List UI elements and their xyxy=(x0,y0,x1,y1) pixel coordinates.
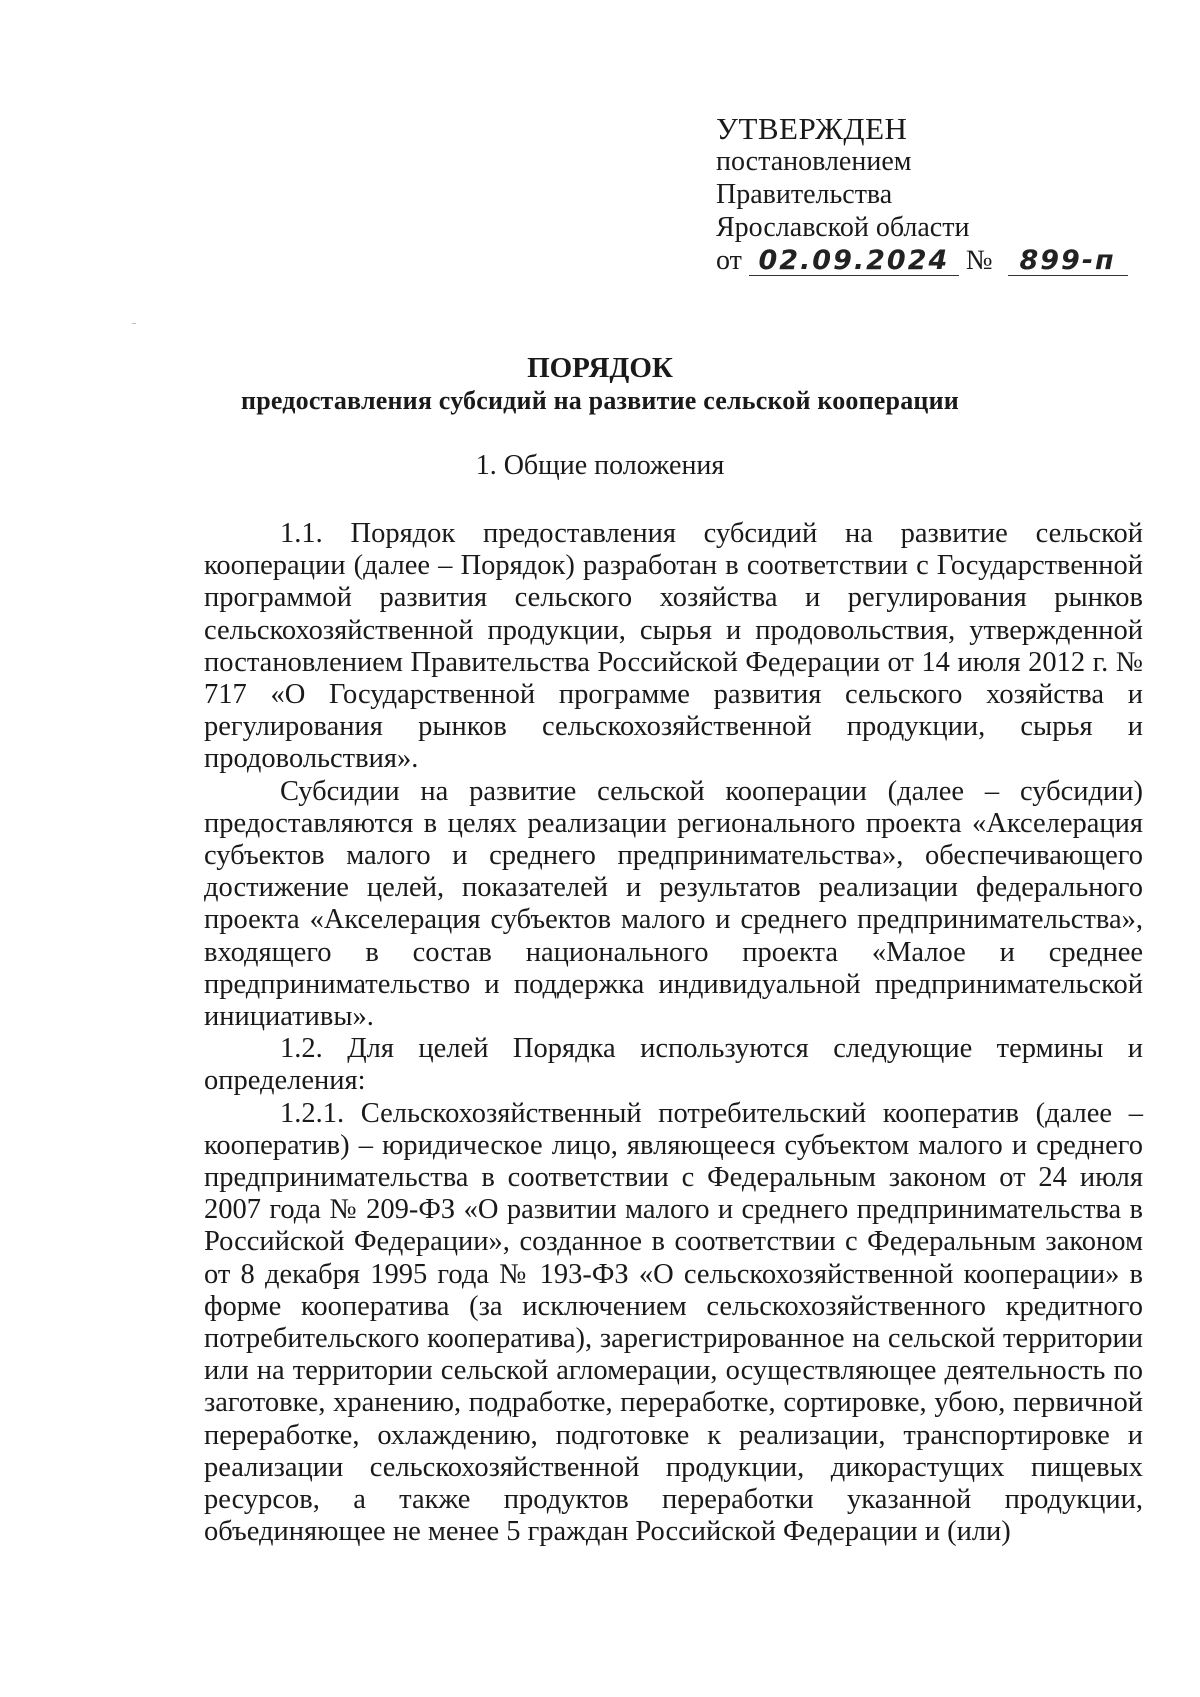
document-title: ПОРЯДОК xyxy=(527,352,673,384)
document-body xyxy=(204,518,1143,1549)
date-prefix: от xyxy=(716,245,742,276)
approval-date-line xyxy=(716,244,1128,277)
paragraph-subsidies: Субсидии на развитие сельской кооперации (далее – субсидии) предоставляются в целях реализации регионального проекта «Акселерация субъектов малого и среднего предпринимательства», обеспечивающего достижение целей, показателей и результатов реализации федерального проекта «Акселерация субъектов малого и среднего предпринимательства», входящего в состав национального проекта «Малое и среднее предпринимательство и поддержка индивидуальной предпринимательской инициативы». xyxy=(204,775,1143,1033)
number-prefix: № xyxy=(965,245,993,276)
section-heading: 1. Общие положения xyxy=(475,450,725,481)
handwritten-date: 02.09.2024 xyxy=(758,245,950,276)
date-field xyxy=(749,247,959,276)
scan-artifact xyxy=(132,323,136,324)
paragraph-1-1: 1.1. Порядок предоставления субсидий на развитие сельской кооперации (далее – Порядок) разработан в соответствии с Государственной программой развития сельского хозяйства и регулирования рынков сельскохозяйственной продукции, сырья и продовольствия, утвержденной постановлением Правительства Российской Федерации от 14 июля 2012 г. № 717 «О Государственной программе развития сельского хозяйства и регулирования рынков сельскохозяйственной продукции, сырья и продовольствия». xyxy=(204,518,1143,775)
paragraph-1-2-1: 1.2.1. Сельскохозяйственный потребительский кооператив (далее – кооператив) – юридическое лицо, являющееся субъектом малого и среднего предпринимательства в соответствии с Федеральным законом от 24 июля 2007 года № 209-ФЗ «О развитии малого и среднего предпринимательства в Российской Федерации», созданное в соответствии с Федеральным законом от 8 декабря 1995 года № 193-ФЗ «О сельскохозяйственной кооперации» в форме кооператива (за исключением сельскохозяйственного кредитного потребительского кооператива), зарегистрированное на сельской территории или на территории сельской агломерации, осуществляющее деятельность по заготовке, хранению, подработке, переработке, сортировке, убою, первичной переработке, охлаждению, подготовке к реализации, транспортировке и реализации сельскохозяйственной продукции, дикорастущих пищевых ресурсов, а также продуктов переработки указанной продукции, объединяющее не менее 5 граждан Российской Федерации и (или) xyxy=(204,1097,1143,1548)
approval-block xyxy=(716,112,1128,277)
document-subtitle: предоставления субсидий на развитие сельской кооперации xyxy=(241,386,959,415)
handwritten-number: 899-п xyxy=(1019,245,1116,276)
approval-line-3: Ярославской области xyxy=(716,212,970,243)
approval-line-2: Правительства xyxy=(716,179,893,210)
approval-line-1: постановлением xyxy=(716,146,912,177)
number-field xyxy=(1008,247,1128,276)
approval-heading: УТВЕРЖДЕН xyxy=(716,111,908,146)
paragraph-1-2: 1.2. Для целей Порядка используются следующие термины и определения: xyxy=(204,1033,1143,1097)
